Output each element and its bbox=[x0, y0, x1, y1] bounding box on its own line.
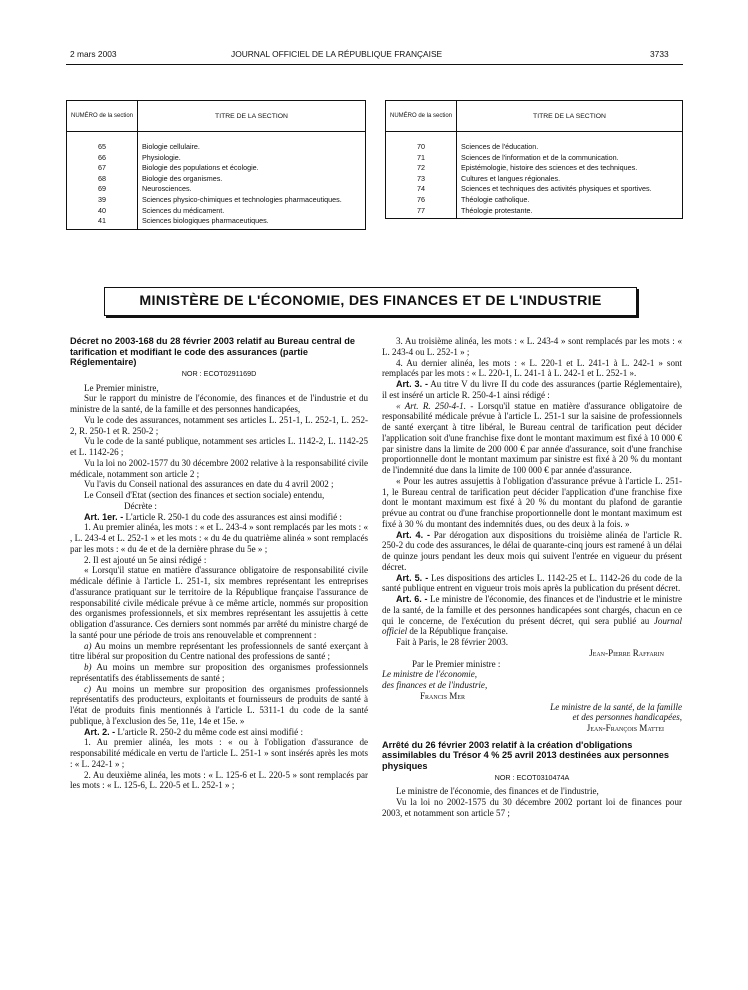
table-row bbox=[67, 163, 366, 174]
arrete-title: Arrêté du 26 février 2003 relatif à la création d'obligations assimilables du Trésor 4 % 25 avril 2013 destinées aux personnes physiques bbox=[382, 739, 670, 771]
paragraph: Le Premier ministre, bbox=[84, 382, 159, 393]
signatory-prime-minister: Jean-Pierre Raffarin bbox=[589, 647, 664, 658]
section-title: Sciences biologiques pharmaceutiques. bbox=[138, 216, 366, 227]
table-row bbox=[386, 132, 683, 153]
section-title: Physiologie. bbox=[138, 153, 366, 164]
header-rule bbox=[66, 64, 683, 65]
paragraph: 1. Au premier alinéa, les mots : « ou à l'obligation d'assurance de responsabilité médicale en vertu de l'article L. 251-1 » sont insérés après les mots : « L. 242-1 » ; bbox=[70, 737, 368, 769]
header-date: 2 mars 2003 bbox=[70, 49, 117, 59]
article-5: Art. 5. - Les dispositions des articles L. 1142-25 et L. 1142-26 du code de la santé publique entrent en vigueur trois mois après la publication du présent décret. bbox=[382, 572, 682, 594]
paragraph: a) Au moins un membre représentant les professionnels de santé exerçant à titre libéral sur proposition du Centre national des professions de santé ; bbox=[70, 640, 368, 662]
table-row bbox=[67, 206, 366, 217]
section-number: 67 bbox=[67, 163, 138, 174]
table-row bbox=[67, 216, 366, 227]
paragraph: Le ministre de l'économie, des finances et de l'industrie, bbox=[396, 786, 599, 797]
article-1: Art. 1er. - L'article R. 250-1 du code des assurances est ainsi modifié : bbox=[84, 511, 342, 522]
section-number: 71 bbox=[386, 153, 457, 164]
section-table-left bbox=[66, 100, 366, 230]
section-number: 68 bbox=[67, 174, 138, 185]
paragraph: Vu la loi no 2002-1577 du 30 décembre 2002 relative à la responsabilité civile médicale, notamment son article 2 ; bbox=[70, 457, 368, 479]
table-row bbox=[67, 153, 366, 164]
section-number: 74 bbox=[386, 184, 457, 195]
section-table-right-body bbox=[386, 132, 683, 219]
article-6: Art. 6. - Le ministre de l'économie, des finances et de l'industrie et le ministre de la santé, de la famille et des personnes handicapées sont chargés, chacun en ce qui le concerne, de l'exécution du présent décret, qui sera publié au Journal officiel de la République française. bbox=[382, 594, 682, 637]
section-number: 40 bbox=[67, 206, 138, 217]
paragraph: Vu l'avis du Conseil national des assurances en date du 4 avril 2002 ; bbox=[84, 479, 334, 490]
section-title: Théologie catholique. bbox=[457, 195, 683, 206]
minister-title: Le ministre de la santé, de la famille bbox=[550, 701, 682, 712]
section-number: 65 bbox=[67, 132, 138, 153]
table-row bbox=[386, 195, 683, 206]
table-row bbox=[386, 163, 683, 174]
header-page-number: 3733 bbox=[650, 49, 669, 59]
paragraph: c) Au moins un membre sur proposition des organismes professionnels représentatifs des producteurs, exploitants et fournisseurs de produits de santé à l'état de produits finis mentionnés à l'article L. 5311-1 du code de la santé publique, à l'exclusion des 5e, 11e, 14e et 15e. » bbox=[70, 683, 368, 726]
section-number: 72 bbox=[386, 163, 457, 174]
table-row bbox=[386, 206, 683, 217]
minister-title: des finances et de l'industrie, bbox=[382, 680, 488, 690]
col-header-number: NUMÉRO de la section bbox=[386, 101, 457, 132]
paragraph: Vu la loi no 2002-1575 du 30 décembre 2002 portant loi de finances pour 2003, et notamment son article 57 ; bbox=[382, 797, 682, 818]
table-row bbox=[386, 174, 683, 185]
paragraph: 4. Au dernier alinéa, les mots : « L. 220-1 et L. 241-1 à L. 242-1 » sont remplacés par les mots : « L. 220-1, L. 241-1 à L. 242-1 et L. 252-1 ». bbox=[382, 357, 682, 379]
page-header bbox=[0, 49, 748, 63]
paragraph: « Lorsqu'il statue en matière d'assurance obligatoire de responsabilité civile médicale définie à l'article L. 251-1, six membres représentant les entreprises d'assurance pratiquant sur le territoire de la République française l'assurance de responsabilité civile médicale prévue à ce même article, nommés sur proposition des organismes professionnels, et six membres représentant les assujettis à cette obligation d'assurance. Ces derniers sont nommés par arrêté du ministre chargé de la santé pour une période de trois ans renouvelable et comprennent : bbox=[70, 565, 368, 640]
minister-title: et des personnes handicapées, bbox=[572, 712, 682, 723]
paragraph: Vu le code de la santé publique, notamment ses articles L. 1142-2, L. 1142-25 et L. 1142-26 ; bbox=[70, 436, 368, 458]
paragraph: « Art. R. 250-4-1. - Lorsqu'il statue en matière d'assurance obligatoire de responsabilité médicale prévue à l'article L. 251-1 sur la saisine de professionnels de santé exerçant à titre libéral, le Bureau central de tarification peut décider l'application soit d'une franchise fixe dont le montant maximum est fixé à 10 000 € par sinistre dans la limite de 200 000 € par année d'assurance, soit d'une franchise proportionnelle dont le montant maximum par sinistre est fixé à 20 % du montant de l'indemnité due dans la limite de 100 000 € par année d'assurance. bbox=[382, 400, 682, 475]
section-table-left-body bbox=[67, 132, 366, 230]
section-title: Cultures et langues régionales. bbox=[457, 174, 683, 185]
section-title: Neurosciences. bbox=[138, 184, 366, 195]
section-title: Sciences et techniques des activités physiques et sportives. bbox=[457, 184, 683, 195]
paragraph: « Pour les autres assujettis à l'obligation d'assurance prévue à l'article L. 251-1, le Bureau central de tarification peut décider l'application d'une franchise fixe dont le montant maximum est fixé à 20 % du montant du plafond de garantie prévue au contrat ou d'une franchise proportionnelle dont le montant maximum est fixé à 30 % du montant des indemnités dues, ou des deux à la fois. » bbox=[382, 475, 682, 529]
section-title: Biologie des populations et écologie. bbox=[138, 163, 366, 174]
ministry-heading: MINISTÈRE DE L'ÉCONOMIE, DES FINANCES ET DE L'INDUSTRIE bbox=[104, 287, 637, 316]
table-row bbox=[67, 174, 366, 185]
paragraph: Vu le code des assurances, notamment ses articles L. 251-1, L. 252-1, L. 252-2, R. 250-1 et R. 250-2 ; bbox=[70, 414, 368, 436]
left-column bbox=[70, 336, 368, 791]
decree-formula: Décrète : bbox=[124, 500, 157, 511]
article-heading: Art. 1er. - bbox=[84, 511, 124, 522]
section-number: 70 bbox=[386, 132, 457, 153]
signatory-economy-minister: Francis Mer bbox=[420, 690, 466, 701]
section-title: Sciences physico-chimiques et technologies pharmaceutiques. bbox=[138, 195, 366, 206]
signature-date: Fait à Paris, le 28 février 2003. bbox=[396, 637, 509, 647]
section-title: Sciences du médicament. bbox=[138, 206, 366, 217]
table-row bbox=[386, 153, 683, 164]
section-title: Biologie des organismes. bbox=[138, 174, 366, 185]
paragraph: 2. Au deuxième alinéa, les mots : « L. 125-6 et L. 220-5 » sont remplacés par les mots : « L. 125-6, L. 220-5 et L. 252-1 » ; bbox=[70, 769, 368, 791]
section-number: 66 bbox=[67, 153, 138, 164]
section-title: Sciences de l'information et de la communication. bbox=[457, 153, 683, 164]
header-journal: JOURNAL OFFICIEL DE LA RÉPUBLIQUE FRANÇAISE bbox=[231, 49, 443, 59]
decree-nor: NOR : ECOT0291169D bbox=[181, 368, 257, 378]
paragraph: 1. Au premier alinéa, les mots : « et L. 243-4 » sont remplacés par les mots : « , L. 243-4 et L. 252-1 » et les mots : « du 4e du quatrième alinéa » sont remplacés par les mots : « du 4e et de la dernière phrase du 5e » ; bbox=[70, 522, 368, 554]
arrete-nor: NOR : ECOT0310474A bbox=[494, 772, 570, 782]
section-number: 39 bbox=[67, 195, 138, 206]
article-heading: Art. 3. - bbox=[396, 379, 429, 389]
section-title: Théologie protestante. bbox=[457, 206, 683, 217]
section-number: 77 bbox=[386, 206, 457, 217]
article-heading: Art. 2. - bbox=[84, 726, 116, 737]
article-3: Art. 3. - Au titre V du livre II du code des assurances (partie Réglementaire), il est inséré un article R. 250-4-1 ainsi rédigé : bbox=[382, 379, 683, 400]
table-row-end bbox=[67, 227, 366, 230]
section-number: 41 bbox=[67, 216, 138, 227]
table-row bbox=[67, 195, 366, 206]
section-number: 76 bbox=[386, 195, 457, 206]
col-header-number: NUMÉRO de la section bbox=[67, 101, 138, 132]
table-row bbox=[67, 132, 366, 153]
signatory-health-minister: Jean-François Mattei bbox=[586, 723, 664, 733]
section-title: Epistémologie, histoire des sciences et des techniques. bbox=[457, 163, 683, 174]
right-column bbox=[382, 336, 682, 819]
paragraph: 2. Il est ajouté un 5e ainsi rédigé : bbox=[84, 554, 207, 565]
section-number: 69 bbox=[67, 184, 138, 195]
paragraph: 3. Au troisième alinéa, les mots : « L. 243-4 » sont remplacés par les mots : « L. 243-4 ou L. 252-1 » ; bbox=[382, 336, 682, 357]
decree-title: Décret no 2003-168 du 28 février 2003 relatif au Bureau central de tarification et modifiant le code des assurances (partie Réglementaire) bbox=[70, 336, 355, 368]
paragraph: b) Au moins un membre sur proposition des organismes professionnels représentatifs des établissements de santé ; bbox=[70, 662, 368, 683]
minister-title: Le ministre de l'économie, bbox=[382, 669, 478, 680]
table-row bbox=[386, 184, 683, 195]
section-title: Biologie cellulaire. bbox=[138, 132, 366, 153]
paragraph: Sur le rapport du ministre de l'économie, des finances et de l'industrie et du ministre de la santé, de la famille et des personnes handicapées, bbox=[70, 393, 368, 415]
article-heading: Art. 4. - bbox=[396, 529, 431, 540]
article-2: Art. 2. - L'article R. 250-2 du même code est ainsi modifié : bbox=[84, 726, 303, 737]
table-row bbox=[67, 184, 366, 195]
col-header-title: TITRE DE LA SECTION bbox=[457, 101, 683, 132]
paragraph: Le Conseil d'Etat (section des finances et section sociale) entendu, bbox=[84, 490, 325, 501]
article-heading: Art. 5. - bbox=[396, 572, 429, 583]
article-heading: Art. 6. - bbox=[396, 594, 428, 604]
col-header-title: TITRE DE LA SECTION bbox=[138, 101, 366, 132]
section-table-right bbox=[385, 100, 683, 219]
section-title: Sciences de l'éducation. bbox=[457, 132, 683, 153]
signature-by: Par le Premier ministre : bbox=[412, 658, 501, 669]
article-4: Art. 4. - Par dérogation aux dispositions du troisième alinéa de l'article R. 250-2 du code des assurances, le délai de quarante-cinq jours est ramené à un délai de quinze jours pendant les deux mois qui suivent l'entrée en vigueur du présent décret. bbox=[382, 529, 682, 572]
table-row-end bbox=[386, 216, 683, 219]
section-number: 73 bbox=[386, 174, 457, 185]
